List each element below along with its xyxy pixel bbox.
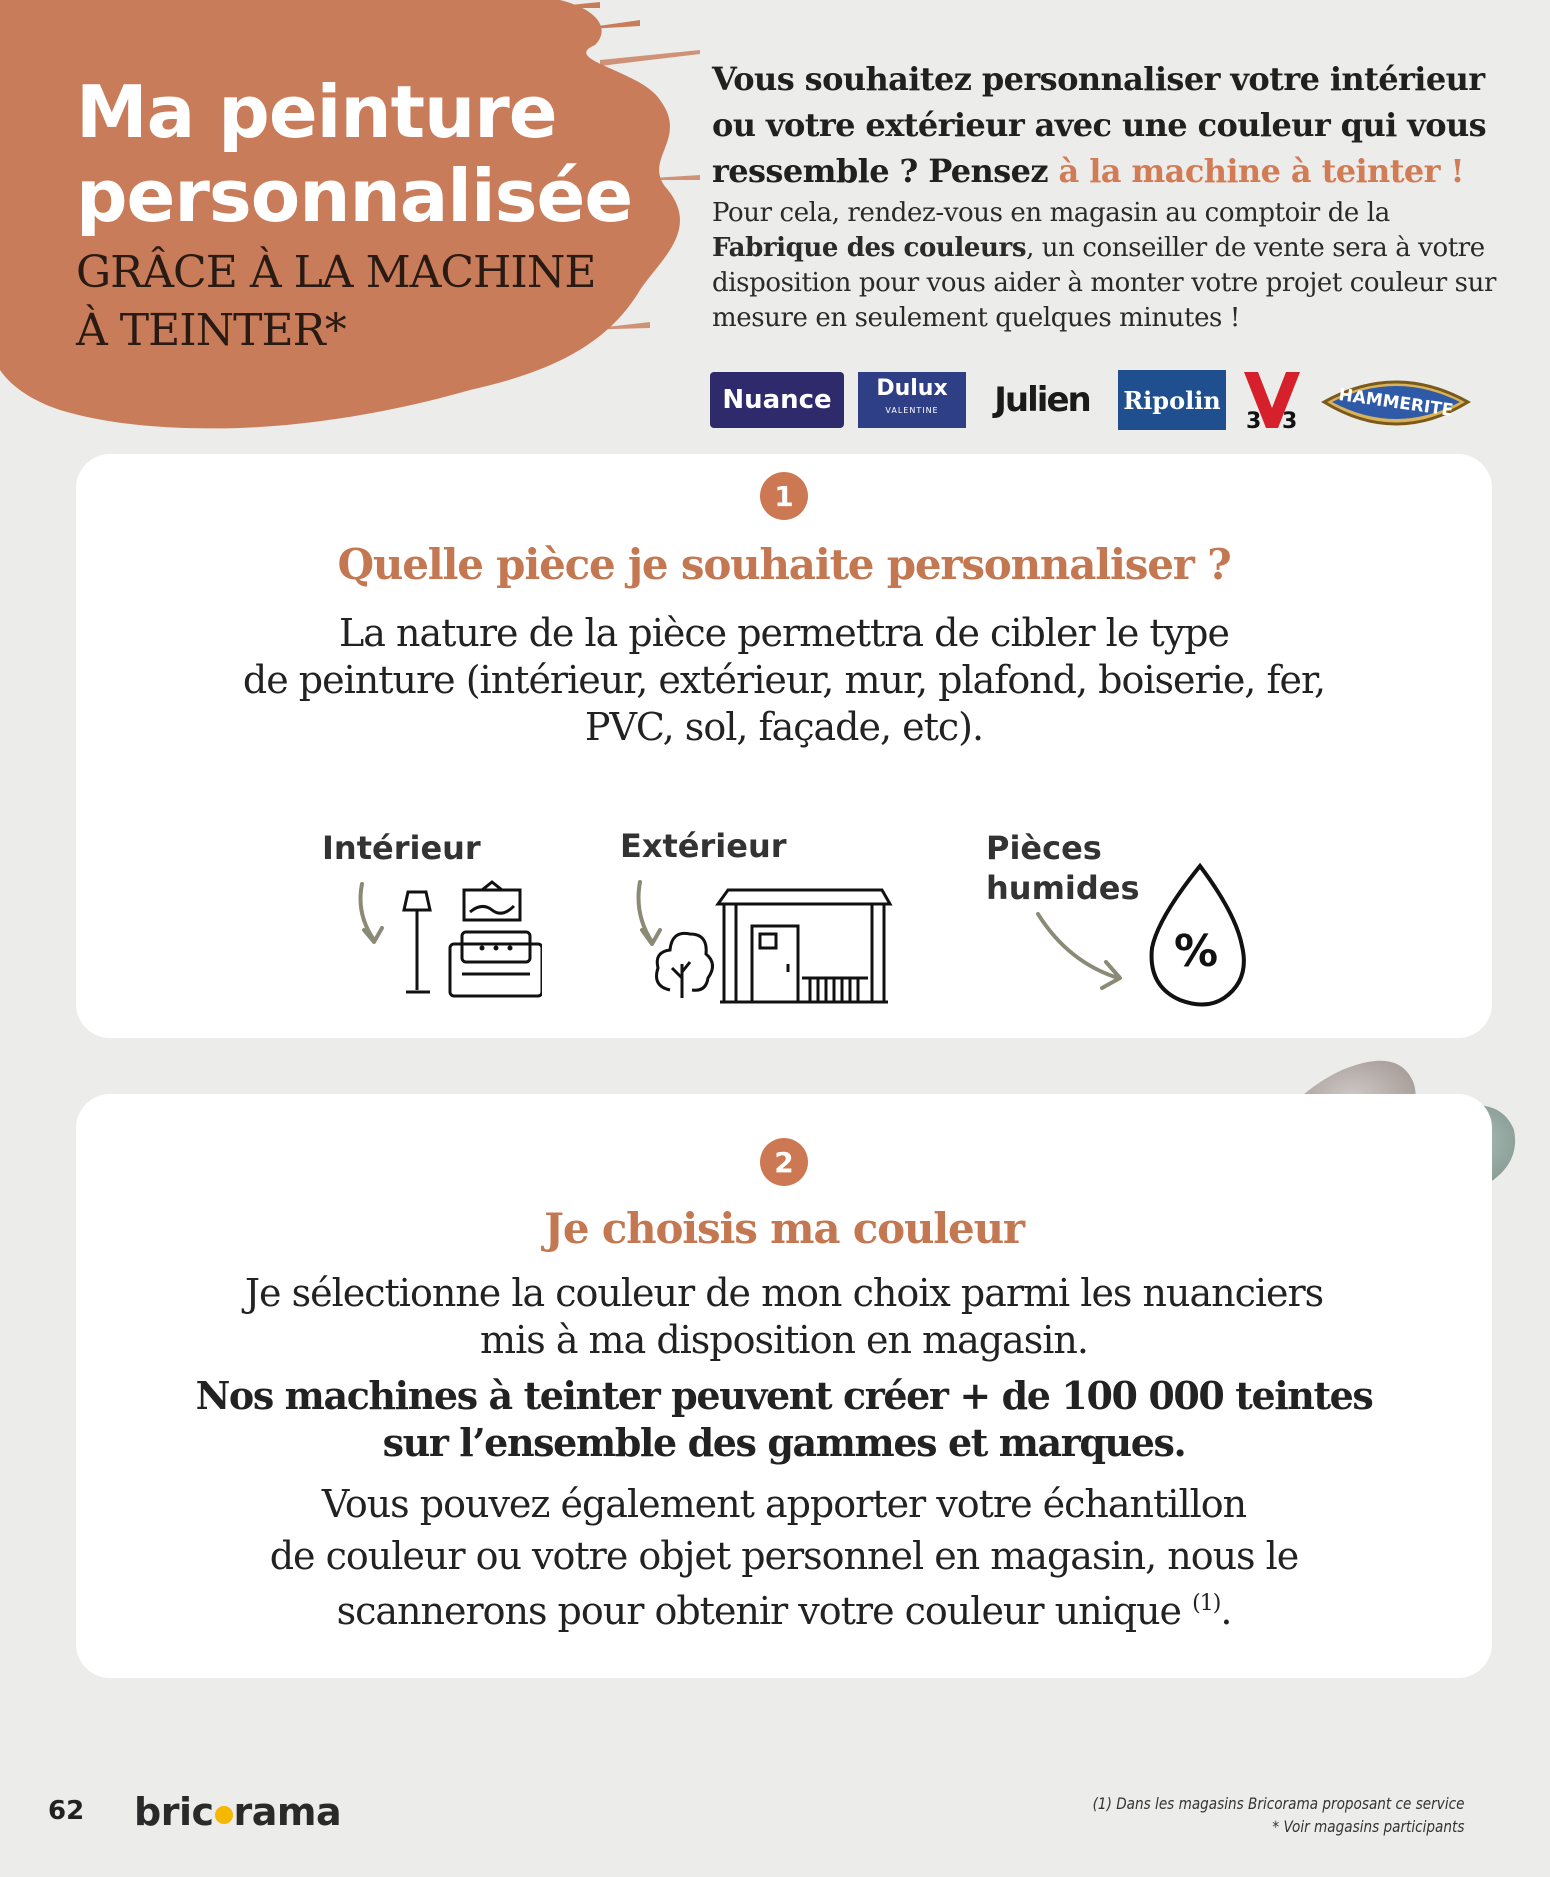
- footnote-1: (1) Dans les magasins Bricorama proposant ce service: [1092, 1794, 1464, 1813]
- intro-body-text1: Pour cela, rendez-vous en magasin au comptoir de la: [712, 198, 1390, 228]
- logo-julien: [980, 372, 1104, 428]
- logo-hammerite-text: HAMMERITE: [1337, 385, 1455, 421]
- svg-text:%: %: [1173, 926, 1219, 977]
- step1-text: [136, 610, 1432, 751]
- subtitle-line2: À TEINTER*: [76, 305, 346, 356]
- living-room-icon: [352, 874, 542, 1004]
- category-exterior-label: Extérieur: [620, 827, 787, 865]
- title-line1: Ma peinture: [76, 70, 557, 154]
- step2-text3-line3-wrap: [136, 1580, 1432, 1635]
- step2-card: [76, 1094, 1492, 1678]
- step2-bold-line1: Nos machines à teinter peuvent créer + de 100 000 teintes: [195, 1373, 1373, 1418]
- title-line2: personnalisée: [76, 154, 633, 238]
- water-drop-percent-icon: [1028, 862, 1328, 1012]
- intro-lead: [712, 56, 1512, 194]
- step2-text3: [136, 1476, 1432, 1635]
- logo-julien-text: Julien: [994, 380, 1090, 420]
- svg-text:3: 3: [1282, 409, 1298, 432]
- hammerite-badge-icon: [1318, 368, 1474, 432]
- page-number: 62: [48, 1796, 85, 1826]
- step2-text1-line1: Je sélectionne la couleur de mon choix parmi les nuanciers: [244, 1271, 1324, 1315]
- logo-nuance-text: Nuance: [722, 385, 832, 415]
- footnote-2: * Voir magasins participants: [1271, 1817, 1464, 1836]
- logo-dulux-sub: VALENTINE: [885, 406, 939, 415]
- step1-text-line3: PVC, sol, façade, etc).: [584, 705, 984, 749]
- page-subtitle: [76, 244, 632, 360]
- intro-body-bold: Fabrique des couleurs: [712, 233, 1027, 263]
- step2-bold-text: [136, 1372, 1432, 1466]
- footnote-marker: (1): [1192, 1591, 1221, 1616]
- intro-body-text2: , un conseiller de vente sera à votre disposition pour vous aider à monter votre projet couleur sur mesure en seulement quelques minutes !: [712, 233, 1496, 333]
- page-title: [76, 70, 632, 238]
- intro-body: [712, 196, 1512, 336]
- brand-logos: [710, 368, 1474, 432]
- step2-text3-line3: scannerons pour obtenir votre couleur unique: [336, 1589, 1182, 1633]
- step2-text3-line1: Vous pouvez également apporter votre échantillon: [321, 1482, 1247, 1526]
- step2-text1-line2: mis à ma disposition en magasin.: [480, 1318, 1088, 1362]
- header-block: [76, 70, 632, 360]
- logo-hammerite: [1318, 368, 1474, 432]
- step2-text3-line2: de couleur ou votre objet personnel en magasin, nous le: [269, 1534, 1299, 1578]
- v33-icon: [1240, 368, 1304, 432]
- brand-logo: [134, 1790, 341, 1834]
- intro-block: [712, 56, 1512, 336]
- step1-text-line1: La nature de la pièce permettra de cibler le type: [339, 611, 1229, 655]
- step1-title: Quelle pièce je souhaite personnaliser ?: [337, 540, 1231, 589]
- logo-v33: [1240, 368, 1304, 432]
- logo-nuance: [710, 372, 844, 428]
- step1-card: [76, 454, 1492, 1038]
- step2-text1: [136, 1270, 1432, 1364]
- logo-ripolin-text: Ripolin: [1123, 385, 1221, 415]
- step2-badge: 2: [760, 1138, 808, 1186]
- brand-part1: bric: [134, 1790, 214, 1834]
- category-interior-label: Intérieur: [322, 829, 481, 867]
- intro-lead-text: Vous souhaitez personnaliser votre intérieur ou votre extérieur avec une couleur qui vous ressemble ? Pensez: [712, 60, 1487, 190]
- brand-part2: rama: [233, 1790, 342, 1834]
- category-humid-line2: humides: [986, 869, 1140, 907]
- step1-text-line2: de peinture (intérieur, extérieur, mur, plafond, boiserie, fer,: [242, 658, 1326, 702]
- step1-badge: 1: [760, 472, 808, 520]
- category-humid-line1: Pièces: [986, 829, 1102, 867]
- step2-text3-end: .: [1220, 1589, 1232, 1633]
- logo-ripolin: [1118, 370, 1226, 430]
- subtitle-line1: GRÂCE À LA MACHINE: [76, 247, 596, 298]
- brand-dot-icon: [215, 1806, 233, 1824]
- footnotes: [1092, 1792, 1464, 1838]
- house-tree-icon: [632, 868, 902, 1008]
- step2-bold-line2: sur l’ensemble des gammes et marques.: [382, 1420, 1186, 1465]
- logo-dulux: [858, 372, 966, 428]
- step2-title: Je choisis ma couleur: [544, 1204, 1024, 1253]
- logo-dulux-text: Dulux: [876, 376, 948, 401]
- intro-lead-accent: à la machine à teinter !: [1058, 152, 1464, 190]
- svg-text:3: 3: [1246, 409, 1262, 432]
